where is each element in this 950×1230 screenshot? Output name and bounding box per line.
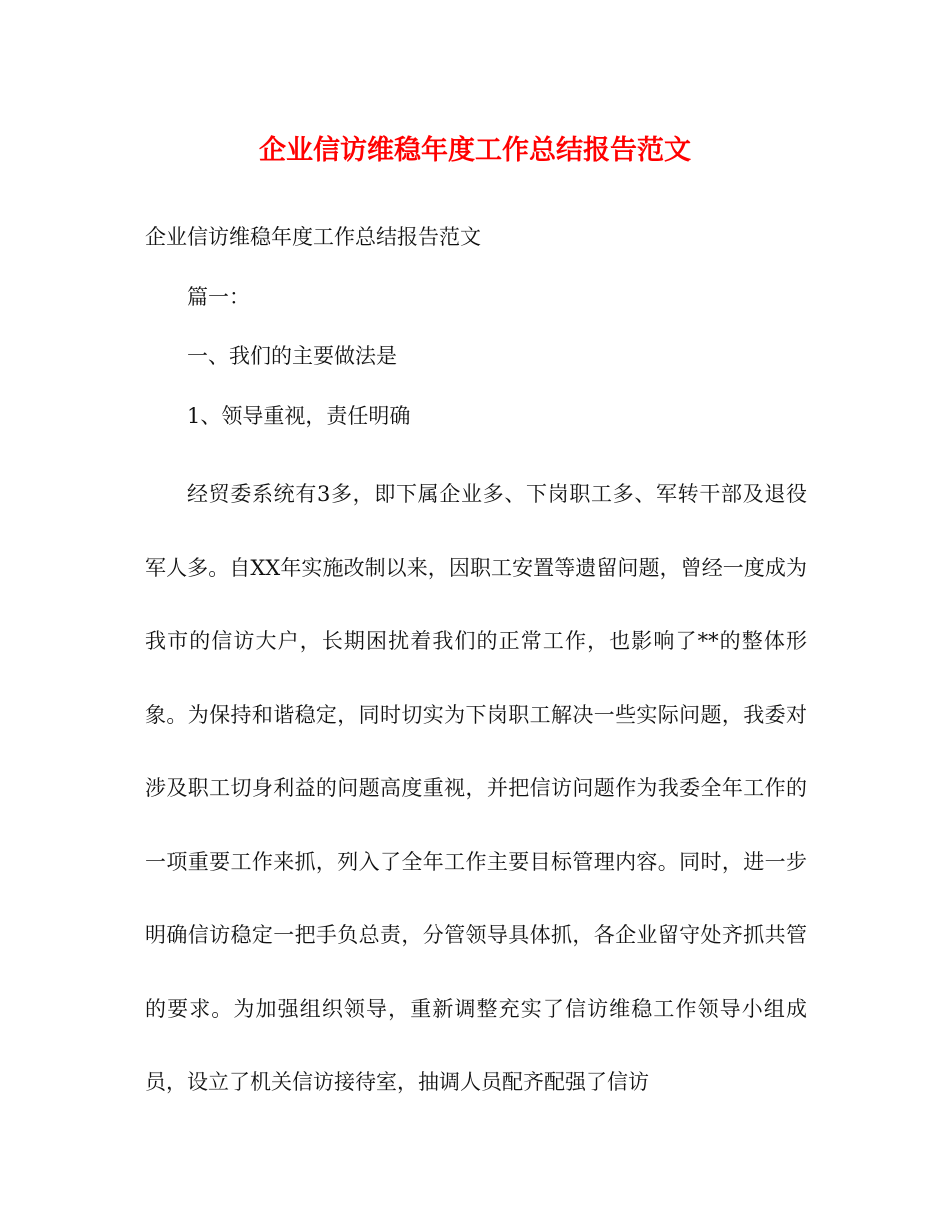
subsection-heading: 1、领导重视，责任明确 — [187, 404, 411, 428]
document-title: 企业信访维稳年度工作总结报告范文 — [259, 135, 691, 166]
section-heading: 一、我们的主要做法是 — [187, 344, 397, 368]
part-label: 篇一： — [187, 285, 250, 309]
document-subtitle: 企业信访维稳年度工作总结报告范文 — [145, 225, 481, 249]
body-paragraph: 经贸委系统有3多，即下属企业多、下岗职工多、军转干部及退役军人多。自XX年实施改制以来，因职工安置等遗留问题，曾经一度成为我市的信访大户，长期困扰着我们的正常工作，也影响了**的整体形象。为保持和谐稳定，同时切实为下岗职工解决一些实际问题，我委对涉及职工切身利益的问题高度重视，并把信访问题作为我委全年工作的一项重要工作来抓，列入了全年工作主要目标管理内容。同时，进一步明确信访稳定一把手负总责，分管领导具体抓，各企业留守处齐抓共管的要求。为加强组织领导，重新调整充实了信访维稳工作领导小组成员，设立了机关信访接待室，抽调人员配齐配强了信访 — [145, 482, 807, 1094]
